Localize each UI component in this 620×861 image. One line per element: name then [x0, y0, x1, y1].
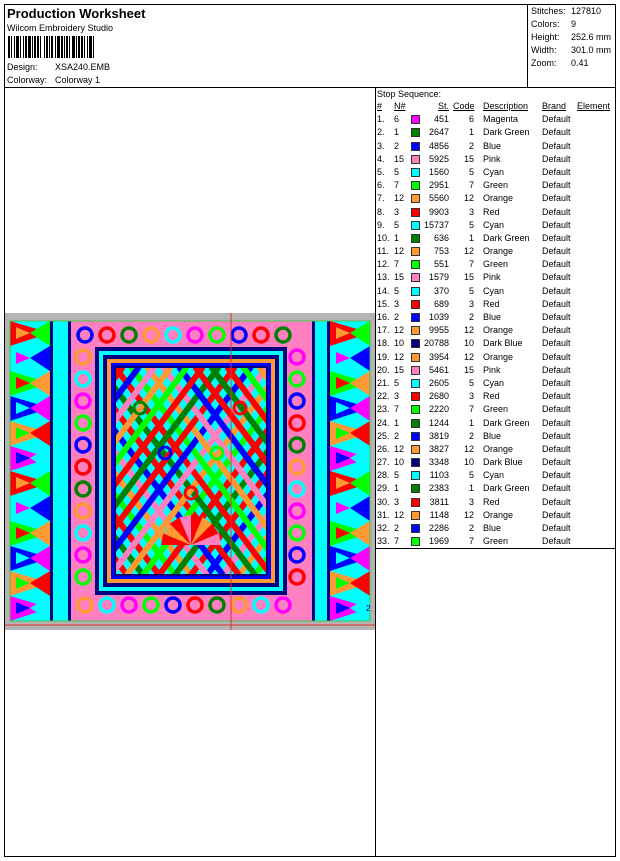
- barcode: [8, 36, 130, 58]
- row-needle: 12: [394, 443, 405, 454]
- page-title: Production Worksheet: [7, 6, 146, 21]
- row-color-swatch: [411, 287, 420, 296]
- row-num: 17.: [377, 325, 390, 336]
- row-needle: 12: [394, 351, 405, 362]
- row-color-swatch: [411, 260, 420, 269]
- row-code: 12: [463, 325, 474, 336]
- table-end-divider: [375, 548, 616, 549]
- row-description: Pink: [483, 272, 501, 283]
- width-label: Width:: [531, 45, 557, 55]
- row-needle: 2: [394, 140, 400, 151]
- row-color-swatch: [411, 353, 420, 362]
- row-needle: 5: [394, 470, 400, 481]
- row-color-swatch: [411, 115, 420, 124]
- row-num: 23.: [377, 404, 390, 415]
- row-description: Orange: [483, 246, 514, 257]
- zoom-row: [531, 58, 589, 68]
- row-code: 5: [468, 285, 474, 296]
- row-num: 10.: [377, 232, 390, 243]
- row-needle: 5: [394, 219, 400, 230]
- row-stitches: 2647: [428, 127, 449, 138]
- colorway-label: Colorway:: [7, 75, 48, 85]
- row-description: Cyan: [483, 219, 505, 230]
- row-color-swatch: [411, 405, 420, 414]
- header-divider-vertical: [527, 4, 528, 88]
- row-description: Dark Blue: [483, 338, 523, 349]
- row-color-swatch: [411, 458, 420, 467]
- row-description: Cyan: [483, 470, 505, 481]
- stitches-value: 127810: [571, 6, 602, 16]
- row-color-swatch: [411, 194, 420, 203]
- stitches-row: [531, 6, 602, 16]
- row-description: Dark Green: [483, 127, 530, 138]
- colors-label: Colors:: [531, 19, 560, 29]
- row-brand: Default: [542, 193, 571, 204]
- row-description: Orange: [483, 325, 514, 336]
- row-num: 21.: [377, 377, 390, 388]
- row-num: 9.: [377, 219, 385, 230]
- row-needle: 1: [394, 127, 400, 138]
- row-stitches: 3348: [428, 457, 449, 468]
- row-color-swatch: [411, 524, 420, 533]
- row-brand: Default: [542, 127, 571, 138]
- row-needle: 10: [394, 457, 405, 468]
- row-brand: Default: [542, 206, 571, 217]
- row-stitches: 2220: [428, 404, 449, 415]
- row-stitches: 2605: [428, 377, 449, 388]
- row-stitches: 1039: [428, 312, 449, 322]
- row-needle: 2: [394, 523, 400, 533]
- row-brand: Default: [542, 377, 571, 388]
- row-color-swatch: [411, 445, 420, 454]
- row-brand: Default: [542, 523, 571, 533]
- row-num: 19.: [377, 351, 390, 362]
- row-brand: Default: [542, 298, 571, 309]
- row-code: 10: [463, 457, 474, 468]
- row-code: 10: [463, 338, 474, 349]
- row-stitches: 4856: [428, 140, 449, 151]
- row-description: Cyan: [483, 166, 505, 177]
- row-color-swatch: [411, 511, 420, 520]
- row-code: 7: [468, 536, 474, 547]
- row-brand: Default: [542, 364, 571, 375]
- header-element: Element: [577, 101, 611, 111]
- row-num: 22.: [377, 391, 390, 402]
- row-color-swatch: [411, 234, 420, 243]
- width-value: 301.0 mm: [571, 45, 612, 55]
- row-stitches: 370: [433, 285, 449, 296]
- row-brand: Default: [542, 391, 571, 402]
- row-description: Dark Blue: [483, 457, 523, 468]
- row-needle: 7: [394, 259, 400, 270]
- row-needle: 12: [394, 325, 405, 336]
- row-code: 12: [463, 351, 474, 362]
- row-brand: Default: [542, 457, 571, 468]
- row-needle: 3: [394, 298, 400, 309]
- row-description: Green: [483, 180, 509, 191]
- row-num: 14.: [377, 285, 390, 296]
- row-brand: Default: [542, 140, 571, 151]
- row-code: 5: [468, 470, 474, 481]
- row-needle: 15: [394, 153, 405, 164]
- height-row: [531, 32, 612, 42]
- row-needle: 15: [394, 364, 405, 375]
- row-code: 12: [463, 246, 474, 257]
- row-needle: 10: [394, 338, 405, 349]
- row-needle: 2: [394, 312, 400, 322]
- row-stitches: 1969: [428, 536, 449, 547]
- row-code: 6: [468, 114, 474, 125]
- row-stitches: 1244: [428, 417, 449, 428]
- header-description: Description: [483, 101, 529, 111]
- row-brand: Default: [542, 430, 571, 441]
- row-description: Dark Green: [483, 417, 530, 428]
- zoom-label: Zoom:: [531, 58, 557, 68]
- zoom-value: 0.41: [571, 58, 589, 68]
- row-stitches: 3827: [428, 443, 449, 454]
- row-num: 8.: [377, 206, 385, 217]
- row-needle: 12: [394, 246, 405, 257]
- row-brand: Default: [542, 483, 571, 494]
- row-description: Red: [483, 298, 500, 309]
- row-needle: 7: [394, 180, 400, 191]
- row-color-swatch: [411, 432, 420, 441]
- row-color-swatch: [411, 313, 420, 322]
- row-num: 6.: [377, 180, 385, 191]
- row-stitches: 3819: [428, 430, 449, 441]
- row-stitches: 636: [433, 232, 449, 243]
- row-num: 12.: [377, 259, 390, 270]
- row-code: 2: [468, 523, 474, 533]
- row-num: 27.: [377, 457, 390, 468]
- software-name: Wilcom Embroidery Studio: [7, 23, 114, 33]
- header-divider: [4, 87, 616, 88]
- row-brand: Default: [542, 272, 571, 283]
- design-value: XSA240.EMB: [55, 62, 111, 72]
- row-color-swatch: [411, 471, 420, 480]
- row-stitches: 551: [433, 259, 449, 270]
- stop-sequence-label: Stop Sequence:: [377, 89, 442, 99]
- row-stitches: 5925: [428, 153, 449, 164]
- row-description: Dark Green: [483, 483, 530, 494]
- row-num: 28.: [377, 470, 390, 481]
- row-brand: Default: [542, 351, 571, 362]
- row-code: 5: [468, 166, 474, 177]
- row-description: Blue: [483, 523, 502, 533]
- row-num: 25.: [377, 430, 390, 441]
- row-stitches: 5560: [428, 193, 449, 204]
- row-stitches: 689: [433, 298, 449, 309]
- row-brand: Default: [542, 509, 571, 520]
- row-needle: 3: [394, 206, 400, 217]
- row-color-swatch: [411, 326, 420, 335]
- row-stitches: 1560: [428, 166, 449, 177]
- row-num: 15.: [377, 298, 390, 309]
- row-stitches: 753: [433, 246, 449, 257]
- row-description: Blue: [483, 430, 502, 441]
- row-needle: 1: [394, 232, 400, 243]
- row-code: 2: [468, 140, 474, 151]
- row-description: Cyan: [483, 285, 505, 296]
- row-color-swatch: [411, 379, 420, 388]
- row-description: Red: [483, 206, 500, 217]
- row-description: Orange: [483, 443, 514, 454]
- row-num: 2.: [377, 127, 385, 138]
- row-code: 1: [468, 483, 474, 494]
- row-num: 3.: [377, 140, 385, 151]
- design-row: [7, 62, 111, 72]
- row-color-swatch: [411, 366, 420, 375]
- row-brand: Default: [542, 404, 571, 415]
- row-description: Orange: [483, 509, 514, 520]
- row-code: 3: [468, 298, 474, 309]
- header-nn: N#: [394, 101, 406, 111]
- row-num: 30.: [377, 496, 390, 507]
- row-brand: Default: [542, 443, 571, 454]
- row-code: 2: [468, 430, 474, 441]
- row-needle: 5: [394, 166, 400, 177]
- row-color-swatch: [411, 155, 420, 164]
- row-color-swatch: [411, 339, 420, 348]
- row-num: 33.: [377, 536, 390, 547]
- header-st: St.: [437, 101, 449, 111]
- row-num: 26.: [377, 443, 390, 454]
- row-brand: Default: [542, 246, 571, 257]
- row-description: Pink: [483, 364, 501, 375]
- row-color-swatch: [411, 168, 420, 177]
- row-code: 3: [468, 206, 474, 217]
- row-stitches: 2951: [428, 180, 449, 191]
- height-value: 252.6 mm: [571, 32, 612, 42]
- row-code: 5: [468, 219, 474, 230]
- row-description: Orange: [483, 193, 514, 204]
- row-stitches: 451: [433, 114, 449, 125]
- row-color-swatch: [411, 300, 420, 309]
- header-num: #: [377, 101, 383, 111]
- row-description: Cyan: [483, 377, 505, 388]
- row-needle: 3: [394, 391, 400, 402]
- row-num: 1.: [377, 114, 385, 125]
- colorway-value: Colorway 1: [55, 75, 101, 85]
- row-brand: Default: [542, 325, 571, 336]
- colors-row: [531, 19, 577, 29]
- row-needle: 1: [394, 483, 400, 494]
- row-brand: Default: [542, 232, 571, 243]
- row-code: 7: [468, 259, 474, 270]
- row-description: Blue: [483, 140, 502, 151]
- row-brand: Default: [542, 312, 571, 322]
- row-brand: Default: [542, 285, 571, 296]
- row-brand: Default: [542, 219, 571, 230]
- row-needle: 7: [394, 404, 400, 415]
- row-code: 12: [463, 509, 474, 520]
- row-num: 32.: [377, 523, 390, 533]
- row-num: 16.: [377, 312, 390, 322]
- row-stitches: 20788: [424, 338, 450, 349]
- row-needle: 15: [394, 272, 405, 283]
- row-color-swatch: [411, 537, 420, 546]
- row-description: Red: [483, 496, 500, 507]
- row-description: Magenta: [483, 114, 519, 125]
- width-row: [531, 45, 612, 55]
- row-color-swatch: [411, 142, 420, 151]
- row-code: 3: [468, 496, 474, 507]
- row-color-swatch: [411, 498, 420, 507]
- row-needle: 6: [394, 114, 400, 125]
- row-code: 1: [468, 417, 474, 428]
- row-brand: Default: [542, 114, 571, 125]
- row-stitches: 5461: [428, 364, 449, 375]
- colors-value: 9: [571, 19, 577, 29]
- row-needle: 5: [394, 285, 400, 296]
- row-code: 2: [468, 312, 474, 322]
- row-description: Green: [483, 404, 509, 415]
- row-description: Green: [483, 536, 509, 547]
- row-num: 5.: [377, 166, 385, 177]
- row-code: 7: [468, 180, 474, 191]
- row-code: 15: [463, 153, 474, 164]
- row-num: 31.: [377, 509, 390, 520]
- row-needle: 2: [394, 430, 400, 441]
- row-stitches: 1103: [429, 470, 449, 481]
- row-brand: Default: [542, 536, 571, 547]
- row-code: 3: [468, 391, 474, 402]
- row-num: 18.: [377, 338, 390, 349]
- panel-divider: [375, 87, 376, 857]
- row-description: Pink: [483, 153, 501, 164]
- row-code: 5: [468, 377, 474, 388]
- row-needle: 7: [394, 536, 400, 547]
- row-stitches: 2680: [428, 391, 449, 402]
- row-needle: 12: [394, 193, 405, 204]
- row-stitches: 2383: [428, 483, 449, 494]
- row-num: 13.: [377, 272, 390, 283]
- row-stitches: 1148: [429, 509, 449, 520]
- row-needle: 1: [394, 417, 400, 428]
- row-num: 7.: [377, 193, 385, 204]
- row-brand: Default: [542, 470, 571, 481]
- end-marker-label: 2: [366, 604, 371, 613]
- row-num: 24.: [377, 417, 390, 428]
- row-description: Blue: [483, 312, 502, 322]
- row-code: 1: [468, 127, 474, 138]
- row-code: 7: [468, 404, 474, 415]
- design-label: Design:: [7, 62, 38, 72]
- row-stitches: 15737: [424, 219, 450, 230]
- row-brand: Default: [542, 338, 571, 349]
- row-color-swatch: [411, 392, 420, 401]
- row-color-swatch: [411, 221, 420, 230]
- header-code: Code: [453, 101, 475, 111]
- row-stitches: 3811: [429, 496, 449, 507]
- row-description: Dark Green: [483, 232, 530, 243]
- row-color-swatch: [411, 273, 420, 282]
- row-color-swatch: [411, 419, 420, 428]
- row-stitches: 3954: [428, 351, 449, 362]
- row-needle: 12: [394, 509, 405, 520]
- row-stitches: 1579: [428, 272, 449, 283]
- row-needle: 5: [394, 377, 400, 388]
- row-num: 20.: [377, 364, 390, 375]
- row-color-swatch: [411, 484, 420, 493]
- row-brand: Default: [542, 496, 571, 507]
- row-code: 15: [463, 272, 474, 283]
- row-num: 29.: [377, 483, 390, 494]
- row-brand: Default: [542, 166, 571, 177]
- row-brand: Default: [542, 417, 571, 428]
- colorway-row: [7, 75, 101, 85]
- row-color-swatch: [411, 181, 420, 190]
- row-description: Green: [483, 259, 509, 270]
- header-brand: Brand: [542, 101, 567, 111]
- row-code: 1: [468, 232, 474, 243]
- row-description: Orange: [483, 351, 514, 362]
- row-stitches: 9955: [428, 325, 449, 336]
- row-num: 4.: [377, 153, 385, 164]
- row-code: 12: [463, 443, 474, 454]
- row-color-swatch: [411, 208, 420, 217]
- row-brand: Default: [542, 153, 571, 164]
- row-code: 12: [463, 193, 474, 204]
- row-needle: 3: [394, 496, 400, 507]
- row-color-swatch: [411, 247, 420, 256]
- row-stitches: 2286: [428, 523, 449, 533]
- row-color-swatch: [411, 128, 420, 137]
- row-stitches: 9903: [428, 206, 449, 217]
- row-brand: Default: [542, 180, 571, 191]
- row-brand: Default: [542, 259, 571, 270]
- row-num: 11.: [377, 246, 389, 257]
- stitches-label: Stitches:: [531, 6, 566, 16]
- height-label: Height:: [531, 32, 560, 42]
- row-code: 15: [463, 364, 474, 375]
- design-preview: [5, 313, 375, 630]
- row-description: Red: [483, 391, 500, 402]
